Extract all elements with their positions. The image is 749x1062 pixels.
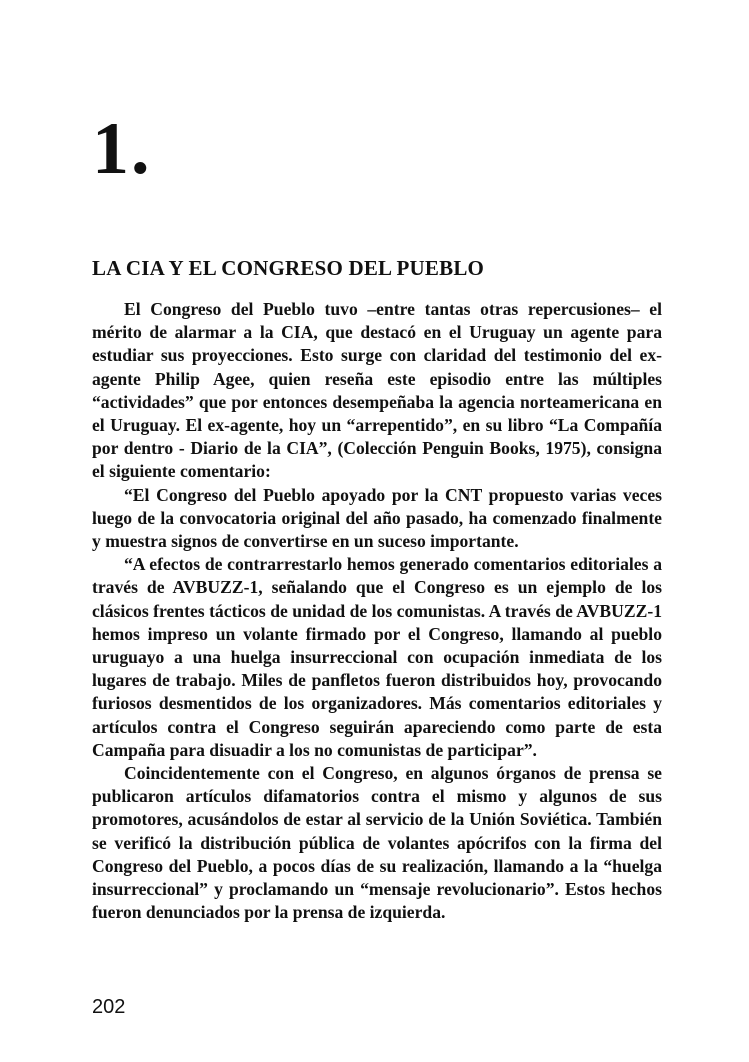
paragraph-conclusion: Coincidentemente con el Congreso, en algunos órganos de prensa se publicaron artículos difamatorios contra el mismo y algunos de sus promotores, acusándolos de estar al servicio de la Unión Soviética. También se verificó la distribución pública de volantes apócrifos con la firma del Congreso del Pueblo, a pocos días de su realización, llamando a la “huelga insurreccional” y proclamando un “mensaje revolucionario”. Estos hechos fueron denunciados por la prensa de izquierda. <box>92 763 662 923</box>
chapter-number: 1. <box>92 108 152 190</box>
paragraph-intro: El Congreso del Pueblo tuvo –entre tantas otras repercusiones– el mérito de alarmar a la CIA, que destacó en el Uruguay un agente para estudiar sus proyecciones. Esto surge con claridad del testimonio del ex-agente Philip Agee, quien reseña este episodio entre las múltiples “actividades” que por entonces desempeñaba la agencia norteamericana en el Uruguay. El ex-agente, hoy un “arrepentido”, en su libro “La Compañía por dentro - Diario de la CIA”, (Colección Penguin Books, 1975), consigna el siguiente comentario: <box>92 299 662 482</box>
chapter-title: LA CIA Y EL CONGRESO DEL PUEBLO <box>92 256 485 280</box>
quote-paragraph-2: “A efectos de contrarrestarlo hemos generado comentarios editoriales a través de AVBUZZ-1, señalando que el Congreso es un ejemplo de los clásicos frentes tácticos de unidad de los comunistas. A través de AVBUZZ-1 hemos impreso un volante firmado por el Congreso, llamando al pueblo uruguayo a una huelga insurreccional con ocupación inmediata de los lugares de trabajo. Miles de panfletos fueron distribuidos hoy, provocando furiosos desmentidos de los organizadores. Más comentarios editoriales y artículos contra el Congreso seguirán apareciendo como parte de esta Campaña para disuadir a los no comunistas de participar”. <box>92 554 662 760</box>
page-number: 202 <box>92 996 126 1018</box>
quote-paragraph-1: “El Congreso del Pueblo apoyado por la CNT propuesto varias veces luego de la convocatoria original del año pasado, ha comenzado finalmente y muestra signos de convertirse en un suceso importante. <box>92 484 662 552</box>
body-text <box>92 298 662 924</box>
